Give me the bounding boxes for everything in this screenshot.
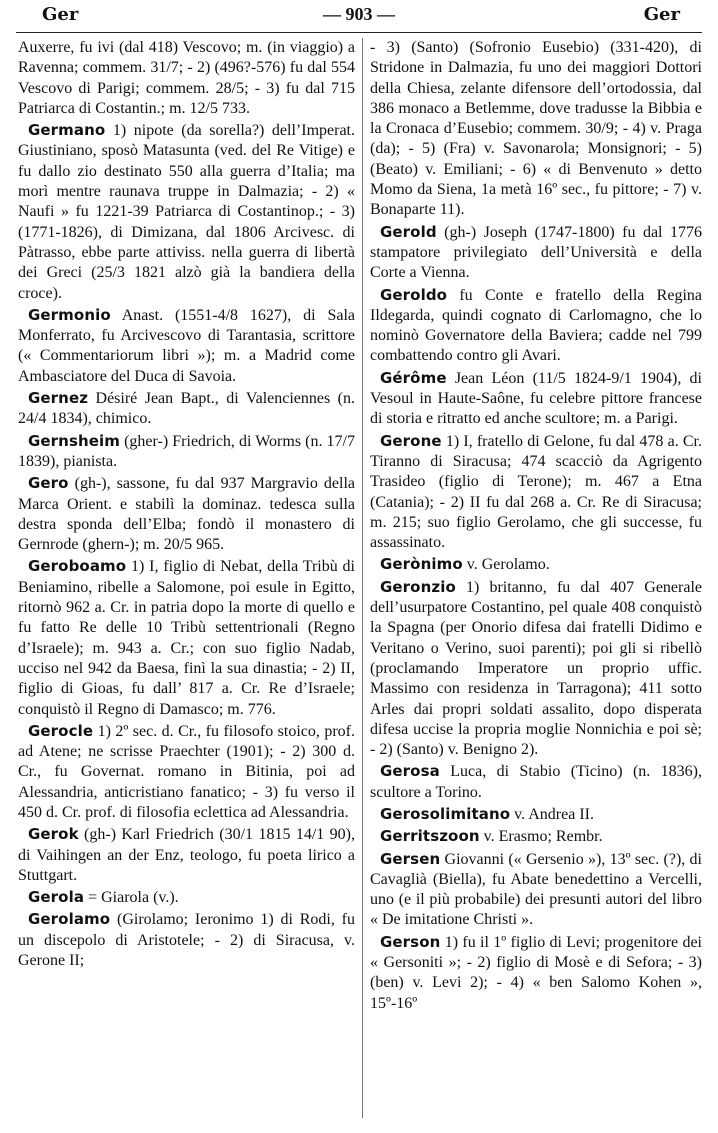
dictionary-entry	[370, 761, 702, 803]
dictionary-entry	[18, 556, 355, 719]
entry-headword: Gerosolimitano	[380, 804, 511, 823]
entry-text: (gh-), sassone, fu dal 937 Margravio della Marca Orient. e stabilì la dominaz. tedesca sulla destra sponda dell’Elba; fondò il monastero di Gernrode (ghern-); m. 20/5 965.	[18, 475, 355, 554]
entry-text: v. Andrea II.	[510, 805, 594, 823]
entry-headword: Gernsheim	[28, 431, 121, 450]
entry-text: 1) 2º sec. d. Cr., fu filosofo stoico, prof. ad Atene; ne scrisse Praechter (1901); - 2) 300 d. Cr., fu Governat. romano in Bitinia, poi ad Alessandria, anticristiano fanatico; - 3) fu verso il 450 d. Cr. prof. di filosofia eclettica ad Alessandria.	[18, 722, 355, 821]
dictionary-entry	[18, 824, 355, 886]
entry-text: v. Erasmo; Rembr.	[479, 828, 603, 846]
entry-text: 1) nipote (da sorella?) dell’Imperat. Giustiniano, sposò Matasunta (ved. del Re Vitige) e fu dallo zio destinato 550 alla guerra d’Italia; ma morì mentre raunava truppe in Dalmazia; - 2) « Naufi » fu 1221-39 Patriarca di Costantinop.; - 3) (1771-1826), di Dimizana, dal 1806 Arcivesc. di Pàtrasso, ebbe parte attiviss. nella guerra di libertà dei Greci (25/3 1821 alzò già la bandiera della croce).	[18, 122, 355, 302]
dictionary-entry	[370, 222, 702, 284]
dictionary-entry	[18, 887, 355, 908]
dictionary-entry	[370, 577, 702, 761]
entry-text: - 3) (Santo) (Sofronio Eusebio) (331-420), di Stridone in Dalmazia, fu uno dei maggiori Dottori della Chiesa, zelante difensore dell’ortodossia, dal 386 monaco a Betlemme, dove tradusse la Bibbia e la Cronaca d’Eusebio; commem. 30/9; - 4) v. Praga (da); - 5) (Fra) v. Savonarola; Monsignori; - 5) (Beato) v. Emiliani; - 6) « di Benvenuto » detto Momo da Siena, 1a metà 16º sec., fu pittore; - 7) v. Bonaparte 11).	[370, 39, 702, 219]
dictionary-entry	[18, 388, 355, 430]
entry-headword: Gerone	[380, 431, 442, 450]
entry-headword: Gerson	[380, 932, 441, 951]
entry-headword: Geroldo	[380, 285, 448, 304]
entry-text: Désiré Jean Bapt., di Valenciennes (n. 24/4 1834), chimico.	[18, 390, 355, 428]
header-left-guide-word: Ger	[42, 4, 79, 25]
left-column	[18, 38, 355, 972]
column-divider	[362, 38, 363, 1118]
dictionary-entry	[370, 826, 702, 847]
dictionary-entry	[18, 305, 355, 387]
entry-headword: Gero	[28, 474, 69, 493]
entry-text: v. Gerolamo.	[462, 556, 550, 574]
entry-headword: Gerola	[28, 888, 85, 907]
entry-headword: Gernez	[28, 389, 89, 408]
header-rule	[16, 32, 702, 33]
dictionary-entry	[370, 368, 702, 430]
dictionary-entry	[370, 38, 702, 221]
dictionary-entry	[18, 431, 355, 473]
entry-headword: Gérôme	[380, 368, 447, 387]
entry-text: fu Conte e fratello della Regina Ildegarda, quindi cognato di Carlomagno, che lo nominò Governatore della Baviera; cadde nel 799 combattendo contro gli Avari.	[370, 286, 702, 365]
dictionary-entry	[370, 932, 702, 1014]
entry-headword: Gersen	[380, 849, 441, 868]
entry-text: (gh-) Karl Friedrich (30/1 1815 14/1 90), di Vaihingen an der Enz, teologo, fu poeta lirico a Stuttgart.	[18, 826, 355, 884]
header-right-guide-word: Ger	[643, 4, 680, 25]
entry-text: Giovanni (« Gersenio »), 13º sec. (?), di Cavaglià (Biella), fu Abate benedettino a Vercelli, uno (e il più probabile) dei presunti autori del libro « De imitatione Christi ».	[370, 850, 702, 929]
entry-headword: Geronzio	[380, 577, 456, 596]
entry-headword: Geroboamo	[28, 557, 127, 576]
entry-headword: Germonio	[28, 305, 111, 324]
entry-text: (gh-) Joseph (1747-1800) fu dal 1776 stampatore privilegiato dell’Università e della Corte a Vienna.	[370, 223, 702, 282]
entry-headword: Gerocle	[28, 721, 94, 740]
dictionary-entry	[18, 909, 355, 971]
dictionary-entry	[370, 804, 702, 825]
entry-text: = Giarola (v.).	[84, 889, 179, 907]
dictionary-entry	[370, 285, 702, 367]
page-number: — 903 —	[323, 4, 395, 24]
entry-text: 1) fu il 1º figlio di Levi; progenitore dei « Gersoniti »; - 2) figlio di Mosè e di Sefora; - 3) (ben) v. Levi 2); - 4) « ben Salomo Kohen », 15º-16º	[370, 933, 702, 1012]
dictionary-entry	[370, 431, 702, 554]
entry-text: (gher-) Friedrich, di Worms (n. 17/7 1839), pianista.	[18, 432, 355, 470]
dictionary-entry	[370, 554, 702, 575]
entry-headword: Gerosa	[380, 762, 440, 781]
entry-text: Jean Léon (11/5 1824-9/1 1904), di Vesoul in Haute-Saône, fu celebre pittore francese di storia e ritratto ed anche scultore; m. a Parigi.	[370, 369, 702, 428]
entry-text: Anast. (1551-4/8 1627), di Sala Monferrato, fu Arcivescovo di Tarantasia, scrittore (« Commentariorum libri »); m. a Madrid come Ambasciatore del Duca di Savoia.	[18, 306, 355, 385]
entry-text: Luca, di Stabio (Ticino) (n. 1836), scultore a Torino.	[370, 763, 702, 801]
entry-headword: Gerritszoon	[380, 827, 480, 846]
entry-headword: Gerold	[380, 222, 437, 241]
entry-text: 1) I, figlio di Nebat, della Tribù di Beniamino, ribelle a Salomone, poi esule in Egitto, ritornò 962 a. Cr. in patria dopo la morte di quello e fu fatto Re delle 10 Tribù settentrionali (Regno d’Israele); m. 943 a. Cr.; con suo figlio Nadab, ucciso nel 942 da Baesa, finì la sua dinastia; - 2) II, figlio di Gioas, fu dall’ 817 a. Cr. Re d’Israele; conquistò il Regno di Damasco; m. 776.	[18, 558, 355, 718]
entry-text: Auxerre, fu ivi (dal 418) Vescovo; m. (in viaggio) a Ravenna; commem. 31/7; - 2) (496?-576) fu dal 554 Vescovo di Parigi; commem. 28/5; - 3) fu dal 715 Patriarca di Costantin.; m. 12/5 733.	[18, 39, 355, 117]
dictionary-entry	[18, 120, 355, 304]
entry-text: 1) I, fratello di Gelone, fu dal 478 a. Cr. Tiranno di Siracusa; 474 scacciò da Agrigento Trasideo (figlio di Terone); m. 467 a Etna (Catania); - 2) II fu dal 268 a. Cr. Re di Siracusa; m. 215; suo figlio Gerolamo, che gli successe, fu assassinato.	[370, 432, 702, 552]
entry-text: 1) britanno, fu dal 407 Generale dell’usurpatore Costantino, pel quale 408 conquistò la Spagna (per Onorio difesa dai fratelli Didimo e Veritano o Verino, suoi parenti); poi gli si ribellò (proclamando Imperatore un proprio uffic. Massimo con residenza in Tarragona); 411 sotto Arles dai propri soldati assalito, dopo disperata difesa uccise la propria moglie Nonnichia e poi sè; - 2) (Santo) v. Benigno 2).	[370, 578, 702, 759]
entry-text: (Girolamo; Ieronimo 1) di Rodi, fu un discepolo di Aristotele; - 2) di Siracusa, v. Gerone II;	[18, 911, 355, 970]
right-column	[370, 38, 702, 1015]
entry-headword: Gerònimo	[380, 555, 463, 574]
entry-headword: Gerok	[28, 825, 79, 844]
entry-headword: Germano	[28, 121, 106, 140]
dictionary-entry	[18, 473, 355, 555]
dictionary-entry	[18, 721, 355, 823]
page-header	[16, 2, 702, 28]
entry-headword: Gerolamo	[28, 910, 111, 929]
dictionary-entry	[370, 849, 702, 931]
dictionary-entry	[18, 38, 355, 119]
